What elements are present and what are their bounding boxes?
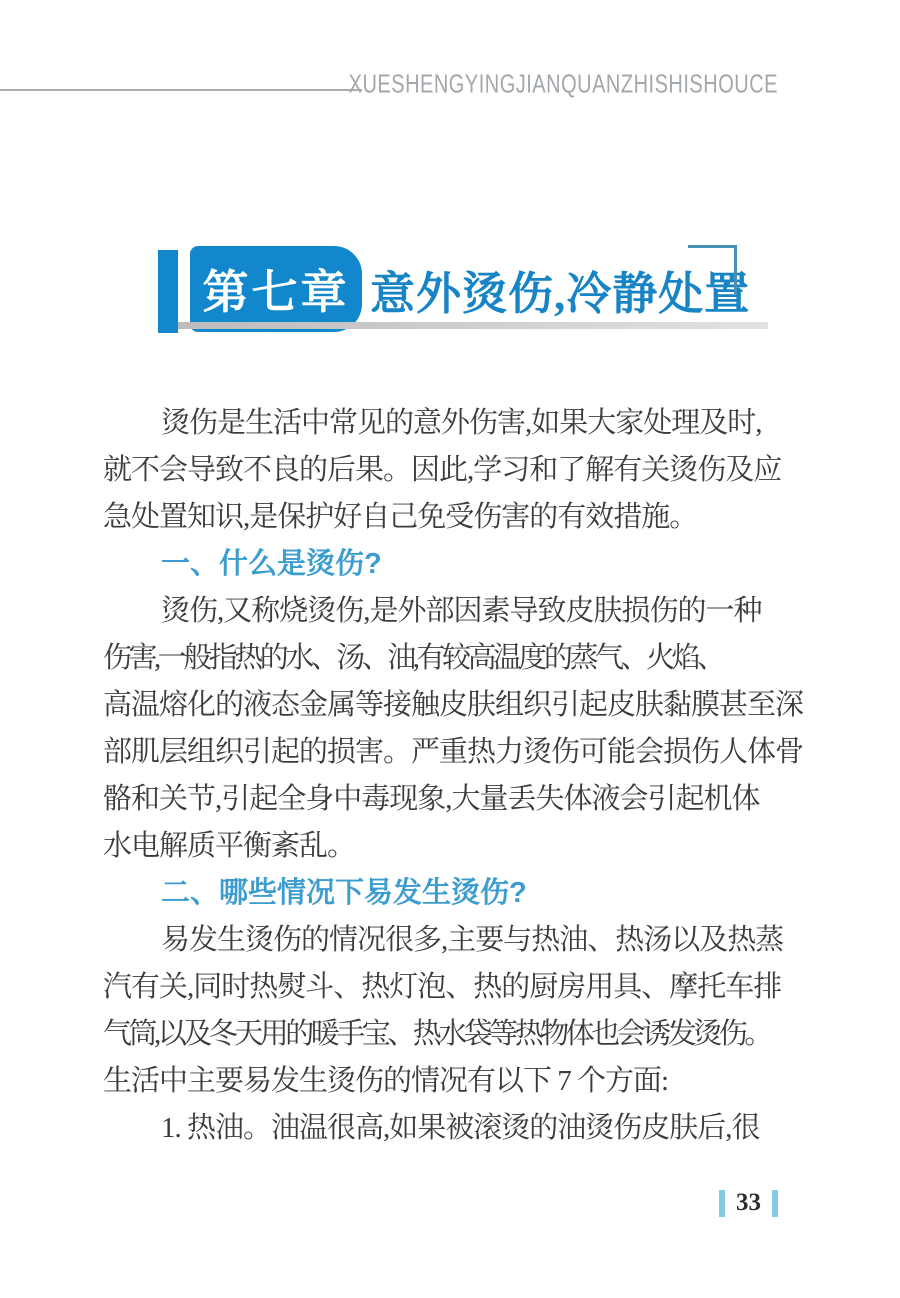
page-number-bar-right: [772, 1190, 778, 1217]
corner-bracket-decoration: [688, 245, 737, 294]
running-title: XUESHENGYINGJIANQUANZHISHISHOUCE: [348, 70, 778, 99]
paragraph-line: 汽有关,同时热熨斗、热灯泡、热的厨房用具、摩托车排: [103, 971, 782, 1003]
chapter-title: 意外烫伤,冷静处置: [370, 268, 751, 319]
chapter-number-badge: 第七章: [190, 246, 362, 332]
paragraph-line: 就不会导致不良的后果。因此,学习和了解有关烫伤及应: [103, 454, 782, 486]
paragraph-line: 高温熔化的液态金属等接触皮肤组织引起皮肤黏膜甚至深: [103, 689, 804, 721]
paragraph-line: 急处置知识,是保护好自己免受伤害的有效措施。: [103, 501, 698, 533]
paragraph-line: 生活中主要易发生烫伤的情况有以下 7 个方面:: [103, 1065, 669, 1097]
chapter-accent-bar: [158, 250, 178, 333]
section-heading-2: 二、哪些情况下易发生烫伤?: [161, 877, 527, 909]
paragraph-line: 1. 热油。油温很高,如果被滚烫的油烫伤皮肤后,很: [161, 1112, 760, 1144]
paragraph-line: 烫伤是生活中常见的意外伤害,如果大家处理及时,: [161, 407, 762, 439]
chapter-underline-rule: [178, 322, 768, 329]
page-number: 33: [736, 1189, 761, 1216]
paragraph-line: 气筒,以及冬天用的暖手宝、热水袋等热物体也会诱发烫伤。: [103, 1018, 770, 1050]
paragraph-line: 水电解质平衡紊乱。: [103, 830, 356, 862]
paragraph-line: 部肌层组织引起的损害。严重热力烫伤可能会损伤人体骨: [103, 736, 804, 768]
paragraph-line: 骼和关节,引起全身中毒现象,大量丢失体液会引起机体: [103, 783, 760, 815]
page-footer: [719, 1189, 778, 1217]
paragraph-line: 伤害,一般指热的水、汤、油,有较高温度的蒸气、火焰、: [103, 642, 723, 674]
page-number-bar-left: [719, 1190, 725, 1217]
body-text: [103, 400, 803, 1152]
paragraph-line: 易发生烫伤的情况很多,主要与热油、热汤以及热蒸: [161, 924, 784, 956]
section-heading-1: 一、什么是烫伤?: [161, 548, 382, 580]
header-rule: [0, 89, 362, 91]
paragraph-line: 烫伤,又称烧烫伤,是外部因素导致皮肤损伤的一种: [161, 595, 762, 627]
